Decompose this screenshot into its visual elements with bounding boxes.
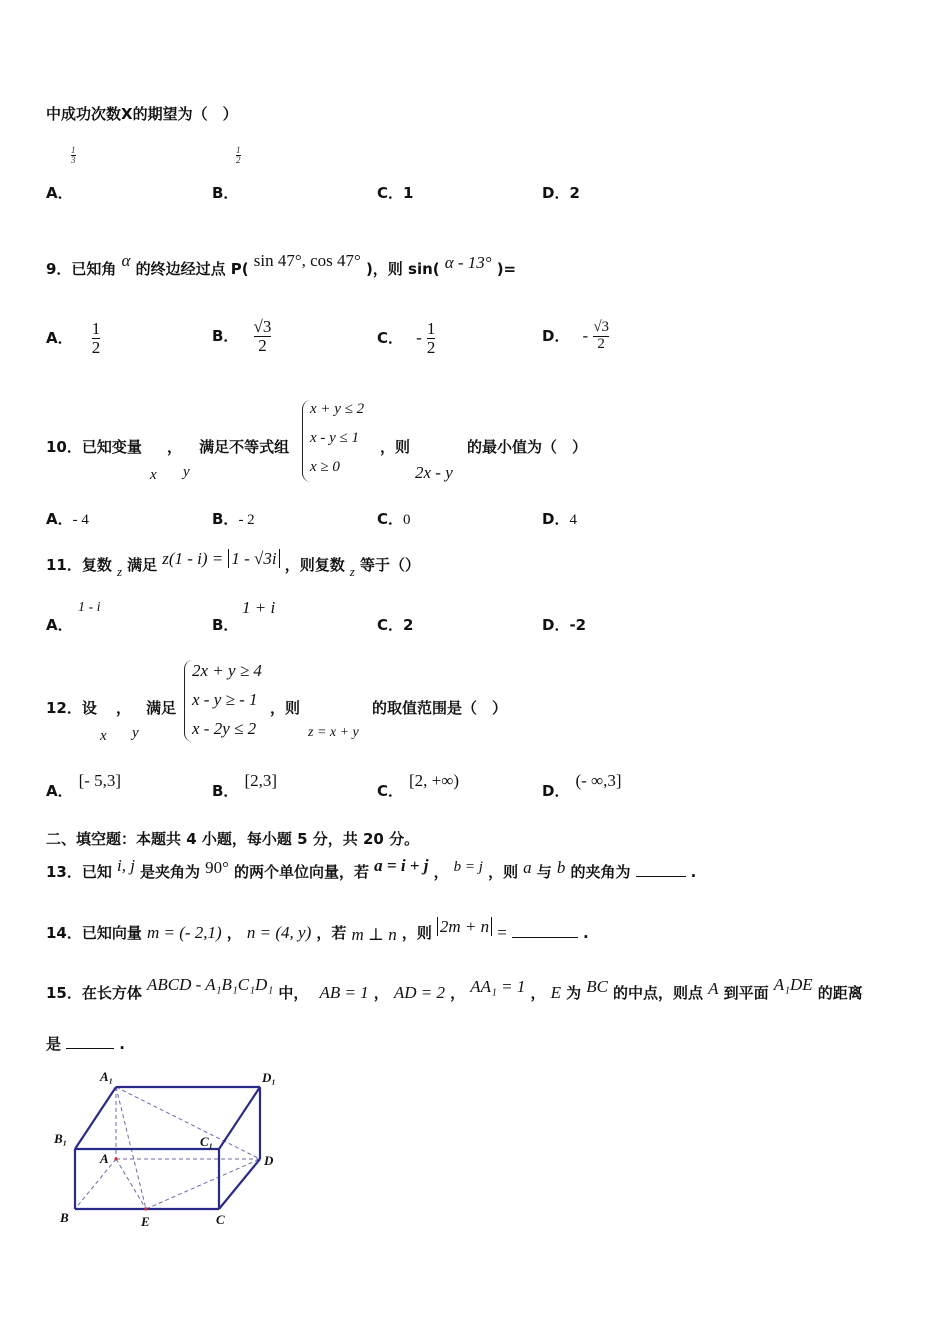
label-b: B [60, 1210, 69, 1225]
q8-option-a[interactable]: A． [46, 184, 73, 202]
q10-option-c[interactable]: C．0 [377, 510, 411, 528]
q11-option-c[interactable]: C．2 [377, 616, 414, 634]
label-a1: A₁ [100, 1069, 114, 1084]
q10-then: ，则 [380, 438, 411, 456]
q9-option-c[interactable]: C． - $\frac{1}{2}$ [377, 319, 436, 357]
q10-target: 2x - y [415, 463, 453, 482]
q9-option-b[interactable]: B． $\frac{√3}{2}$ [212, 317, 272, 355]
point-e [144, 1207, 147, 1210]
q10-stem: 10．已知变量 ， 满足不等式组 [46, 438, 290, 456]
q12-option-c[interactable]: C．[2, +∞) [377, 771, 460, 800]
q8-stem: 中成功次数X的期望为（ ） [46, 105, 238, 123]
q10-option-b[interactable]: B．- 2 [212, 510, 255, 528]
q8-option-b-fraction: $\frac{1}{2}$ [236, 144, 241, 165]
section-heading-fill-blank: 二、填空题：本题共 4 小题，每小题 5 分，共 20 分。 [46, 830, 420, 848]
label-e: E [141, 1214, 150, 1229]
q10-var-y: y [183, 464, 190, 480]
q10-option-d[interactable]: D．4 [542, 510, 577, 528]
label-d1: D₁ [262, 1070, 276, 1085]
q14-answer-blank[interactable] [512, 937, 578, 938]
q12-option-a[interactable]: A．[- 5,3] [46, 771, 122, 800]
q12-suffix: 的取值范围是（ ） [372, 699, 508, 717]
q8-option-c[interactable]: C．1 [377, 184, 414, 202]
label-d: D [264, 1153, 274, 1168]
q11-option-a-value: 1 - i [78, 600, 101, 615]
q10-var-x: x [150, 467, 157, 483]
q9-option-d[interactable]: D． - $\frac{√3}{2}$ [542, 319, 610, 352]
q8-option-b[interactable]: B． [212, 184, 239, 202]
q11-option-b-value: 1 + i [242, 598, 276, 617]
q12-option-b[interactable]: B．[2,3] [212, 771, 278, 800]
label-c: C [216, 1212, 225, 1227]
label-b1: B₁ [54, 1131, 68, 1146]
q13-stem: 13．已知 i, j 是夹角为 90° 的两个单位向量，若 a = i + j ， b = j ，则 a 与 b 的夹角为 . [46, 856, 697, 881]
q8-option-d[interactable]: D．2 [542, 184, 580, 202]
q15-answer-blank[interactable] [66, 1048, 114, 1049]
q12-system-line-3: x - 2y ≤ 2 [192, 719, 257, 738]
edge-d1-c1 [219, 1087, 260, 1149]
edge-e-d [146, 1159, 260, 1209]
q11-stem: 11．复数 $_z$ 满足 z(1 - i) = 1 - √3i ，则复数 $_z$ 等于（） [46, 549, 420, 579]
q8-option-a-fraction: $\frac{1}{3}$ [71, 144, 76, 165]
q10-option-a[interactable]: A．- 4 [46, 510, 89, 528]
edge-a-b [75, 1159, 116, 1209]
label-a: A [100, 1151, 109, 1166]
q10-system-line-2: x - y ≤ 1 [310, 430, 360, 446]
q10-system-line-3: x ≥ 0 [310, 459, 340, 475]
q9-stem: 9．已知角 α 的终边经过点 P( sin 47°, cos 47° )，则 sin( α - 13° )= [46, 251, 517, 278]
q12-stem: 12．设 ， 满足 [46, 699, 177, 717]
q9-option-a[interactable]: A． $\frac{1}{2}$ [46, 319, 101, 357]
cuboid-figure [40, 1062, 300, 1240]
q12-var-x: x [100, 728, 107, 744]
label-c1: C₁ [200, 1134, 214, 1149]
q10-system-line-1: x + y ≤ 2 [310, 401, 365, 417]
q12-then: ，则 [270, 699, 301, 717]
q12-system-line-2: x - y ≥ - 1 [192, 690, 258, 709]
edge-c-d [219, 1159, 260, 1209]
q15-stem: 15．在长方体 ABCD - A₁B₁C₁D₁ 中， AB = 1 ， AD = 2 ， AA₁ = 1 ， E 为 BC 的中点，则点 A 到平面 A₁DE 的距离 [46, 975, 863, 1002]
q11-option-b[interactable]: B． [212, 616, 239, 634]
q12-system-line-1: 2x + y ≥ 4 [192, 661, 262, 680]
q12-option-d[interactable]: D．(- ∞,3] [542, 771, 622, 800]
q12-var-y: y [132, 725, 139, 741]
q11-option-a[interactable]: A． [46, 616, 73, 634]
q14-stem: 14．已知向量 m = (- 2,1) ， n = (4, y) ，若 m ⊥ n ，则 2m + n = . [46, 917, 589, 944]
q13-answer-blank[interactable] [636, 876, 686, 877]
q11-option-d[interactable]: D．-2 [542, 616, 587, 634]
q10-suffix: 的最小值为（ ） [467, 438, 588, 456]
edge-a-e [116, 1159, 146, 1209]
edge-a1-b1 [75, 1087, 116, 1149]
point-a [114, 1157, 117, 1160]
q15-line-2: 是 . [46, 1035, 125, 1053]
q12-target: z = x + y [308, 725, 359, 740]
